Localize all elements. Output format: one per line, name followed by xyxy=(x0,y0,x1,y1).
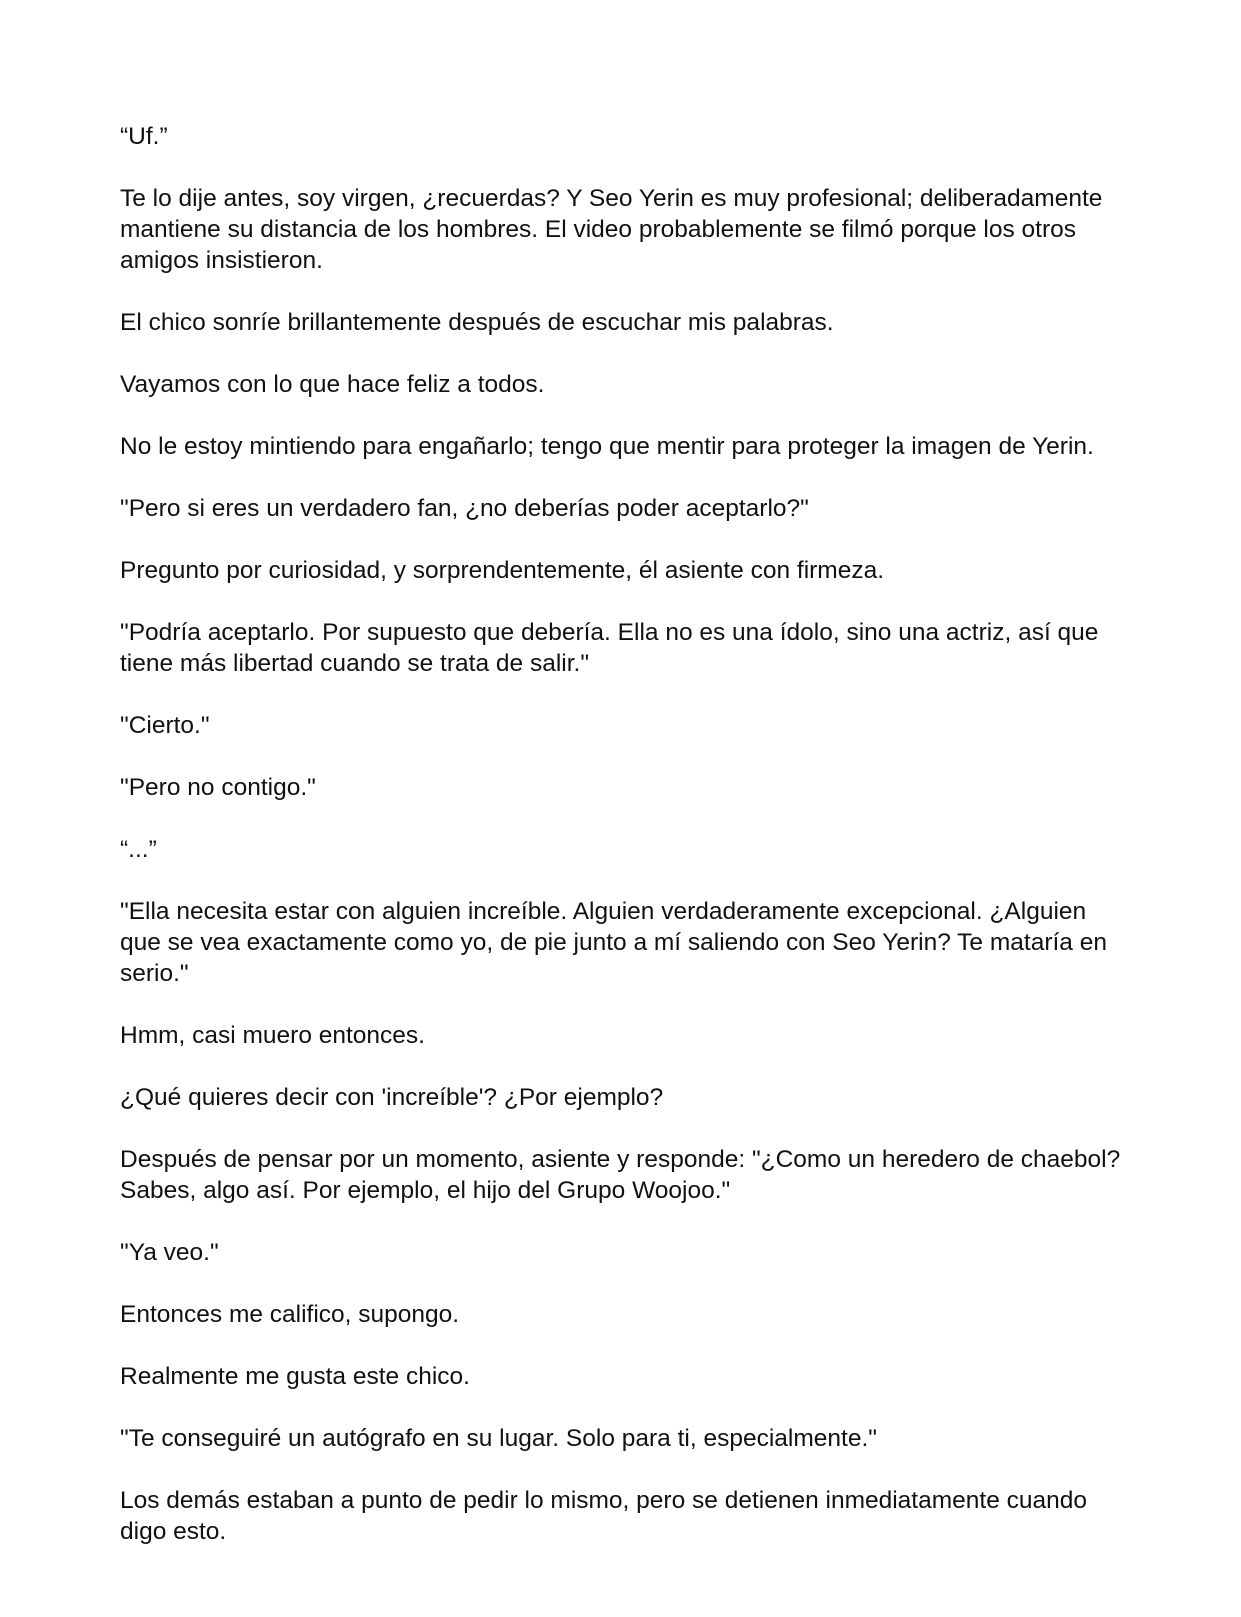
paragraph: Los demás estaban a punto de pedir lo mismo, pero se detienen inmediatamente cuando digo esto. xyxy=(120,1487,1094,1545)
paragraph: "Pero si eres un verdadero fan, ¿no deberías poder aceptarlo?" xyxy=(120,495,809,522)
paragraph: Después de pensar por un momento, asiente y responde: "¿Como un heredero de chaebol? Sabes, algo así. Por ejemplo, el hijo del Grupo Woojoo." xyxy=(120,1146,1128,1204)
paragraph: “...” xyxy=(120,836,157,863)
paragraph: “Uf.” xyxy=(120,123,168,150)
document-body xyxy=(120,121,1130,1578)
paragraph: "Ella necesita estar con alguien increíble. Alguien verdaderamente excepcional. ¿Alguien que se vea exactamente como yo, de pie junto a mí saliendo con Seo Yerin? Te mataría en serio." xyxy=(120,898,1114,987)
paragraph: Hmm, casi muero entonces. xyxy=(120,1022,425,1049)
paragraph: No le estoy mintiendo para engañarlo; tengo que mentir para proteger la imagen de Yerin. xyxy=(120,433,1094,460)
paragraph: "Ya veo." xyxy=(120,1239,219,1266)
paragraph: "Pero no contigo." xyxy=(120,774,316,801)
paragraph: Pregunto por curiosidad, y sorprendentemente, él asiente con firmeza. xyxy=(120,557,885,584)
paragraph: ¿Qué quieres decir con 'increíble'? ¿Por ejemplo? xyxy=(120,1084,664,1111)
paragraph: "Te conseguiré un autógrafo en su lugar. Solo para ti, especialmente." xyxy=(120,1425,877,1452)
paragraph: "Podría aceptarlo. Por supuesto que debería. Ella no es una ídolo, sino una actriz, así que tiene más libertad cuando se trata de salir." xyxy=(120,619,1106,677)
paragraph: "Cierto." xyxy=(120,712,210,739)
paragraph: El chico sonríe brillantemente después de escuchar mis palabras. xyxy=(120,309,834,336)
paragraph: Realmente me gusta este chico. xyxy=(120,1363,470,1390)
paragraph: Te lo dije antes, soy virgen, ¿recuerdas? Y Seo Yerin es muy profesional; deliberadamente mantiene su distancia de los hombres. El video probablemente se filmó porque los otros amigos insistieron. xyxy=(120,185,1110,274)
paragraph: Vayamos con lo que hace feliz a todos. xyxy=(120,371,545,398)
paragraph: Entonces me califico, supongo. xyxy=(120,1301,460,1328)
